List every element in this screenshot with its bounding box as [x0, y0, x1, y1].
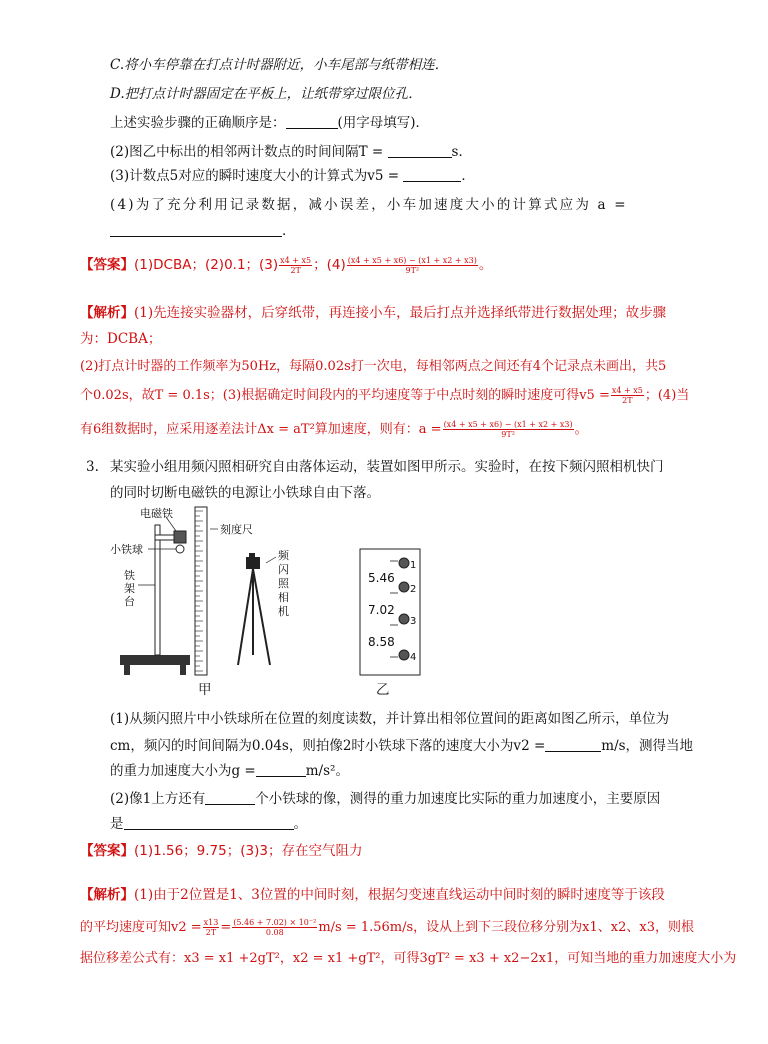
- analysis-label: 【解析】: [80, 305, 134, 321]
- fraction-numerator: (5.46 + 7.02) × 10⁻²: [233, 918, 317, 927]
- q3-text: 个小铁球的像，测得的重力加速度比实际的重力加速度小，主要原因: [255, 791, 661, 807]
- answer-blank: [403, 168, 461, 182]
- analysis-label: 【解析】: [80, 887, 134, 903]
- fraction-numerator: x13: [203, 918, 219, 927]
- q2-analysis-line4: [80, 386, 689, 405]
- caption-figure-b: 乙: [376, 682, 390, 698]
- tripod-leg: [238, 569, 253, 665]
- answer-blank: [205, 791, 255, 805]
- answer-blank: [286, 115, 338, 129]
- question-number: 3.: [86, 459, 99, 475]
- q2-analysis-line3: (2)打点计时器的工作频率为50Hz，每隔0.02s打一次电，每相邻两点之间还有4个记录点未画出，共5: [80, 359, 667, 374]
- tripod-leg: [253, 569, 270, 665]
- position-label: 1: [410, 560, 417, 571]
- q3-analysis-line2: [80, 918, 694, 937]
- fraction-denominator: 0.08: [265, 928, 284, 937]
- analysis-text: 有6组数据时，应采用逐差法计Δx = aT²算加速度，则有：a =: [80, 422, 442, 437]
- answer-label: 【答案】: [80, 843, 134, 859]
- fraction: [279, 256, 312, 275]
- q3-part1-line1: (1)从频闪照片中小铁球所在位置的刻度读数，并计算出相邻位置间的距离如图乙所示，单位为: [110, 711, 670, 727]
- fraction-numerator: x4 + x5: [280, 256, 312, 265]
- q3-text: m/s，测得当地: [601, 738, 694, 754]
- distance-label: 8.58: [368, 635, 395, 649]
- stand-base: [120, 655, 190, 665]
- q3-answer: [80, 842, 362, 860]
- analysis-text: (1)先连接实验器材，后穿纸带，再连接小车，最后打点并选择纸带进行数据处理；故步骤: [134, 305, 667, 321]
- q3-text: 的重力加速度大小为g =: [110, 763, 256, 779]
- fraction-numerator: (x4 + x5 + x6) − (x1 + x2 + x3): [347, 256, 477, 265]
- apparatus-diagram: [110, 505, 470, 705]
- iron-ball: [176, 545, 184, 553]
- analysis-text: 个0.02s，故T = 0.1s；(3)根据确定时间段内的平均速度等于中点时刻的瞬时速度可得v5 =: [80, 388, 610, 403]
- answer-text: (1)DCBA；(2)0.1；(3): [134, 257, 279, 273]
- ball-image: [399, 650, 409, 660]
- distance-label: 5.46: [368, 571, 395, 585]
- label-ruler: 刻度尺: [220, 523, 253, 536]
- step-d: D.把打点计时器固定在平板上，让纸带穿过限位孔．: [110, 86, 422, 102]
- q2-analysis-line5: [80, 420, 588, 439]
- q2-part4-blank-line: [110, 222, 296, 240]
- electromagnet: [174, 531, 186, 543]
- answer-blank: [388, 144, 452, 158]
- q3-part1-line2: [110, 737, 693, 755]
- label-iron-stand: 铁架台: [124, 569, 135, 608]
- q2-analysis-line1: [80, 304, 666, 322]
- fraction-numerator: x4 + x5: [611, 386, 643, 395]
- position-label: 2: [410, 584, 417, 595]
- q3-intro-line2: 的同时切断电磁铁的电源让小铁球自由下落。: [110, 485, 380, 501]
- ball-image: [399, 614, 409, 624]
- q2-part2-unit: s．: [451, 144, 472, 160]
- answer-end: 。: [478, 257, 493, 273]
- fraction: [347, 256, 478, 275]
- distance-label: 7.02: [368, 603, 395, 617]
- q3-analysis-line1: [80, 886, 665, 904]
- analysis-text: 的平均速度可知v2 =: [80, 920, 202, 935]
- answer-blank: [545, 738, 601, 752]
- analysis-text: (1)由于2位置是1、3位置的中间时刻，根据匀变速直线运动中间时刻的瞬时速度等于该段: [134, 887, 665, 903]
- analysis-text: m/s = 1.56m/s，设从上到下三段位移分别为x1、x2、x3，则根: [318, 920, 694, 935]
- ball-image: [399, 582, 409, 592]
- q3-text: (2)像1上方还有: [110, 791, 206, 807]
- q2-part4: (4)为了充分利用记录数据，减小误差，小车加速度大小的计算式应为 a =: [110, 197, 628, 213]
- order-prompt: 上述实验步骤的正确顺序是：: [110, 115, 286, 131]
- caption-figure-a: 甲: [198, 682, 212, 698]
- answer-text: (1)1.56；9.75；(3)3；存在空气阻力: [134, 843, 363, 859]
- q3-text: m/s²。: [305, 763, 349, 779]
- q3-intro-line1: 某实验小组用频闪照相研究自由落体运动，装置如图甲所示。实验时，在按下频闪照相机快门: [110, 459, 664, 475]
- ball-image: [399, 558, 409, 568]
- q2-part4-end: ．: [282, 223, 296, 239]
- q2-part3: [110, 167, 475, 185]
- analysis-text: ；(4)当: [644, 388, 690, 403]
- camera-flash: [249, 553, 255, 558]
- q2-analysis-line2: 为：DCBA；: [80, 331, 162, 347]
- fraction-denominator: 2T: [205, 928, 217, 937]
- label-strobe-camera: 频闪照相机: [278, 549, 289, 618]
- fraction-denominator: 9T²: [405, 266, 420, 275]
- fraction-denominator: 2T: [290, 266, 301, 275]
- q3-part2-line2: [110, 815, 307, 833]
- analysis-text: =: [220, 920, 232, 935]
- leader-line: [266, 557, 276, 563]
- q3-text: 。: [293, 816, 307, 832]
- answer-blank: [256, 763, 306, 777]
- experiment-figure: [110, 505, 470, 705]
- q3-text: 是: [110, 816, 124, 832]
- q2-answer: [80, 256, 492, 275]
- position-label: 4: [410, 652, 417, 663]
- q2-part3-end: ．: [461, 168, 475, 184]
- label-iron-ball: 小铁球: [110, 543, 143, 556]
- q3-analysis-line3: 据位移差公式有：x3 = x1 +2gT²，x2 = x1 +gT²，可得3gT² = x3 + x2−2x1，可知当地的重力加速度大小为: [80, 951, 737, 966]
- fraction: [611, 386, 644, 405]
- stand-foot-right: [180, 665, 186, 675]
- order-question: [110, 114, 429, 132]
- fraction: [443, 420, 574, 439]
- answer-blank: [124, 816, 294, 830]
- step-c: C.将小车停靠在打点计时器附近，小车尾部与纸带相连．: [110, 57, 449, 73]
- position-label: 3: [410, 616, 417, 627]
- order-hint: (用字母填写)．: [337, 115, 430, 131]
- fraction: [232, 918, 317, 937]
- fraction-denominator: 9T²: [501, 430, 515, 439]
- stand-pole: [155, 525, 160, 655]
- fraction-numerator: (x4 + x5 + x6) − (x1 + x2 + x3): [443, 420, 573, 429]
- q2-part2-text: (2)图乙中标出的相邻两计数点的时间间隔T =: [110, 144, 384, 160]
- label-electromagnet: 电磁铁: [140, 507, 173, 520]
- q2-part2: [110, 143, 472, 161]
- q3-part2-line1: [110, 790, 660, 808]
- q3-text: cm，频闪的时间间隔为0.04s，则拍像2时小铁球下落的速度大小为v2 =: [110, 738, 546, 754]
- stand-foot-left: [124, 665, 130, 675]
- fraction: [203, 918, 220, 937]
- q2-part3-text: (3)计数点5对应的瞬时速度大小的计算式为v5 =: [110, 168, 400, 184]
- answer-label: 【答案】: [80, 257, 134, 273]
- answer-text: ；(4): [313, 257, 346, 273]
- q3-part1-line3: [110, 762, 349, 780]
- fraction-denominator: 2T: [622, 396, 633, 405]
- answer-blank: [110, 223, 282, 237]
- camera-body: [246, 557, 260, 569]
- analysis-text: 。: [574, 422, 588, 437]
